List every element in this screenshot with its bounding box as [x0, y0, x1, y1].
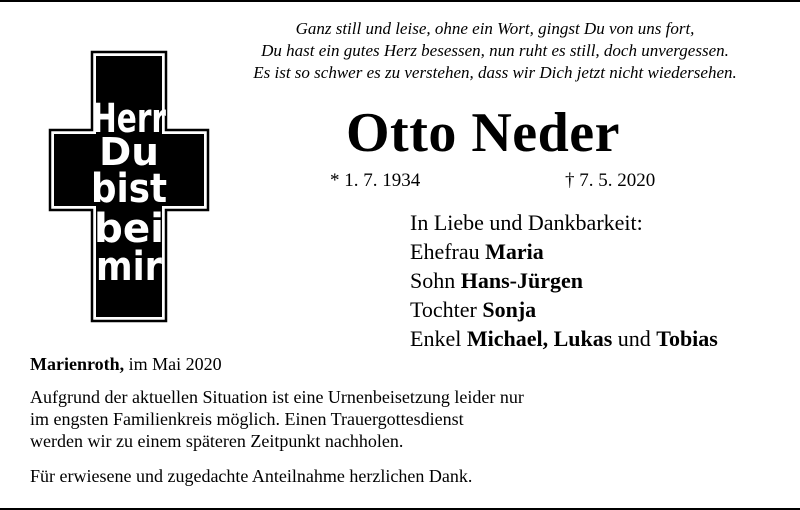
thanks-line: Für erwiesene und zugedachte Anteilnahme herzlichen Dank. [30, 466, 473, 486]
cross-inscription-line: mir [96, 244, 163, 290]
notice-line: werden wir zu einem späteren Zeitpunkt nachholen. [30, 431, 404, 451]
mourners-list [410, 208, 718, 353]
poem-line: Es ist so schwer es zu verstehen, dass wir Dich jetzt nicht wiedersehen. [253, 63, 737, 82]
poem-line: Ganz still und leise, ohne ein Wort, gingst Du von uns fort, [295, 19, 695, 38]
mourner-name: Tobias [656, 326, 718, 351]
relation-label: Ehefrau [410, 239, 480, 264]
date: im Mai 2020 [128, 354, 222, 374]
birth-date: * 1. 7. 1934 [330, 170, 421, 191]
place-and-date [30, 354, 222, 375]
relation-label: Sohn [410, 268, 456, 293]
mourner-name: Maria [485, 239, 544, 264]
poem-line: Du hast ein gutes Herz besessen, nun ruht es still, doch unvergessen. [261, 41, 729, 60]
cross-inscription-line: Du [99, 130, 159, 174]
memorial-poem [200, 18, 790, 84]
mourner-daughter [410, 295, 718, 324]
burial-notice [30, 386, 524, 452]
conjunction: und [617, 326, 651, 351]
mourner-name: Hans-Jürgen [460, 268, 583, 293]
death-date: † 7. 5. 2020 [565, 170, 656, 191]
cross-icon [44, 50, 214, 325]
deceased-name: Otto Neder [346, 102, 621, 164]
notice-line: im engsten Familienkreis möglich. Einen Trauergottesdienst [30, 409, 464, 429]
notice-line: Aufgrund der aktuellen Situation ist eine Urnenbeisetzung leider nur [30, 387, 524, 407]
place: Marienroth, [30, 354, 125, 374]
mourner-name: Sonja [482, 297, 537, 322]
mourner-wife [410, 237, 718, 266]
cross-inscription-line: bei [94, 206, 164, 252]
mourner-son [410, 266, 718, 295]
cross-emblem [44, 50, 214, 325]
relation-label: Enkel [410, 326, 462, 351]
mourner-name: Michael, Lukas [466, 326, 613, 351]
cross-inscription-line: bist [91, 166, 167, 212]
cross-inscription-line: Herr [92, 96, 167, 142]
mourners-intro: In Liebe und Dankbarkeit: [410, 210, 643, 235]
mourner-grandchildren [410, 324, 718, 353]
relation-label: Tochter [410, 297, 477, 322]
